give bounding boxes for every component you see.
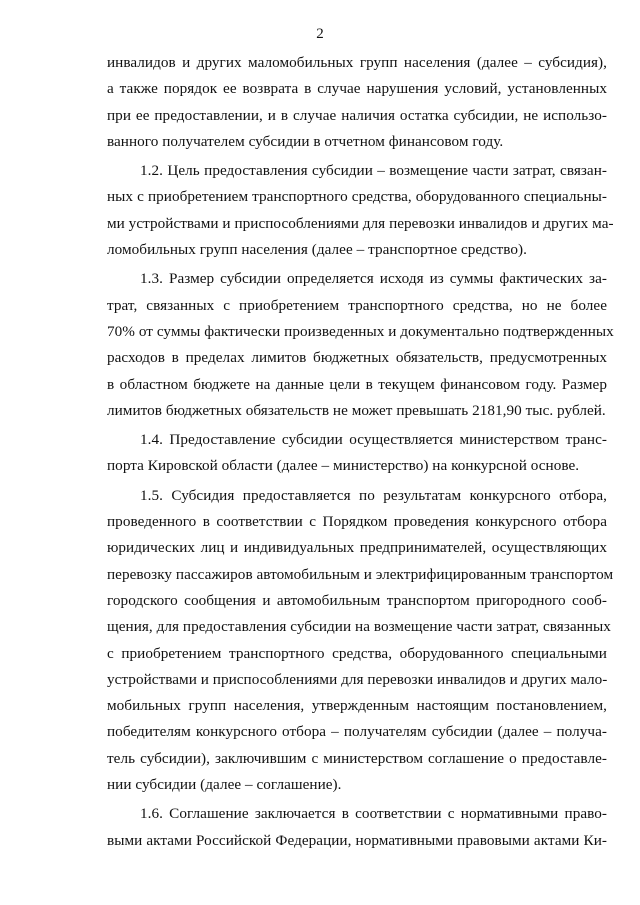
text-line: перевозку пассажиров автомобильным и электрифицированным транспортом bbox=[107, 565, 614, 583]
text-line: с приобретением транспортного средства, оборудованного специальными bbox=[107, 644, 607, 662]
paragraph-p1-2 bbox=[107, 158, 614, 263]
text-line: в областном бюджете на данные цели в текущем финансовом году. Размер bbox=[107, 375, 607, 393]
text-line: лимитов бюджетных обязательств не может превышать 2181,90 тыс. рублей. bbox=[107, 401, 606, 419]
text-line: ми устройствами и приспособлениями для перевозки инвалидов и других ма- bbox=[107, 214, 614, 232]
text-line: 1.2. Цель предоставления субсидии – возмещение части затрат, связан- bbox=[140, 162, 607, 180]
text-line: устройствами и приспособлениями для перевозки инвалидов и других мало- bbox=[107, 670, 608, 688]
text-line: 1.6. Соглашение заключается в соответствии с нормативными право- bbox=[140, 805, 607, 823]
text-line: мобильных групп населения, утвержденным настоящим постановлением, bbox=[107, 697, 607, 715]
text-line: щения, для предоставления субсидии на возмещение части затрат, связанных bbox=[107, 618, 611, 636]
text-line: нии субсидии (далее – соглашение). bbox=[107, 776, 342, 794]
text-line: ломобильных групп населения (далее – транспортное средство). bbox=[107, 241, 527, 259]
text-line: а также порядок ее возврата в случае нарушения условий, установленных bbox=[107, 80, 607, 98]
paragraph-p1-5 bbox=[107, 483, 614, 799]
text-line: тель субсидии), заключившим с министерством соглашение о предоставле- bbox=[107, 749, 607, 767]
paragraph-p1-3 bbox=[107, 266, 614, 424]
document-body bbox=[107, 50, 614, 854]
text-line: 1.4. Предоставление субсидии осуществляется министерством транс- bbox=[140, 431, 607, 449]
text-line: порта Кировской области (далее – министерство) на конкурсной основе. bbox=[107, 457, 580, 475]
paragraph-p1-6 bbox=[107, 801, 607, 854]
text-line: при ее предоставлении, и в случае наличия остатка субсидии, не использо- bbox=[107, 106, 607, 124]
text-line: 70% от суммы фактически произведенных и документально подтвержденных bbox=[107, 322, 614, 340]
text-line: инвалидов и других маломобильных групп населения (далее – субсидия), bbox=[107, 54, 607, 71]
paragraph-p1-continuation bbox=[107, 50, 607, 155]
text-line: трат, связанных с приобретением транспортного средства, но не более bbox=[107, 296, 607, 314]
text-line: выми актами Российской Федерации, нормативными правовыми актами Ки- bbox=[107, 831, 607, 849]
paragraph-p1-4 bbox=[107, 427, 607, 480]
text-line: городского сообщения и автомобильным транспортом пригородного сооб- bbox=[107, 591, 607, 609]
text-line: юридических лиц и индивидуальных предпринимателей, осуществляющих bbox=[107, 539, 607, 557]
text-line: 1.3. Размер субсидии определяется исходя из суммы фактических за- bbox=[140, 270, 607, 288]
text-line: победителям конкурсного отбора – получателям субсидии (далее – получа- bbox=[107, 723, 607, 741]
text-line: проведенного в соответствии с Порядком проведения конкурсного отбора bbox=[107, 513, 607, 531]
text-line: 1.5. Субсидия предоставляется по результатам конкурсного отбора, bbox=[140, 486, 607, 504]
text-line: ванного получателем субсидии в отчетном финансовом году. bbox=[107, 132, 504, 150]
text-line: расходов в пределах лимитов бюджетных обязательств, предусмотренных bbox=[107, 349, 607, 367]
page-number: 2 bbox=[316, 26, 324, 42]
text-line: ных с приобретением транспортного средства, оборудованного специальны- bbox=[107, 188, 607, 206]
